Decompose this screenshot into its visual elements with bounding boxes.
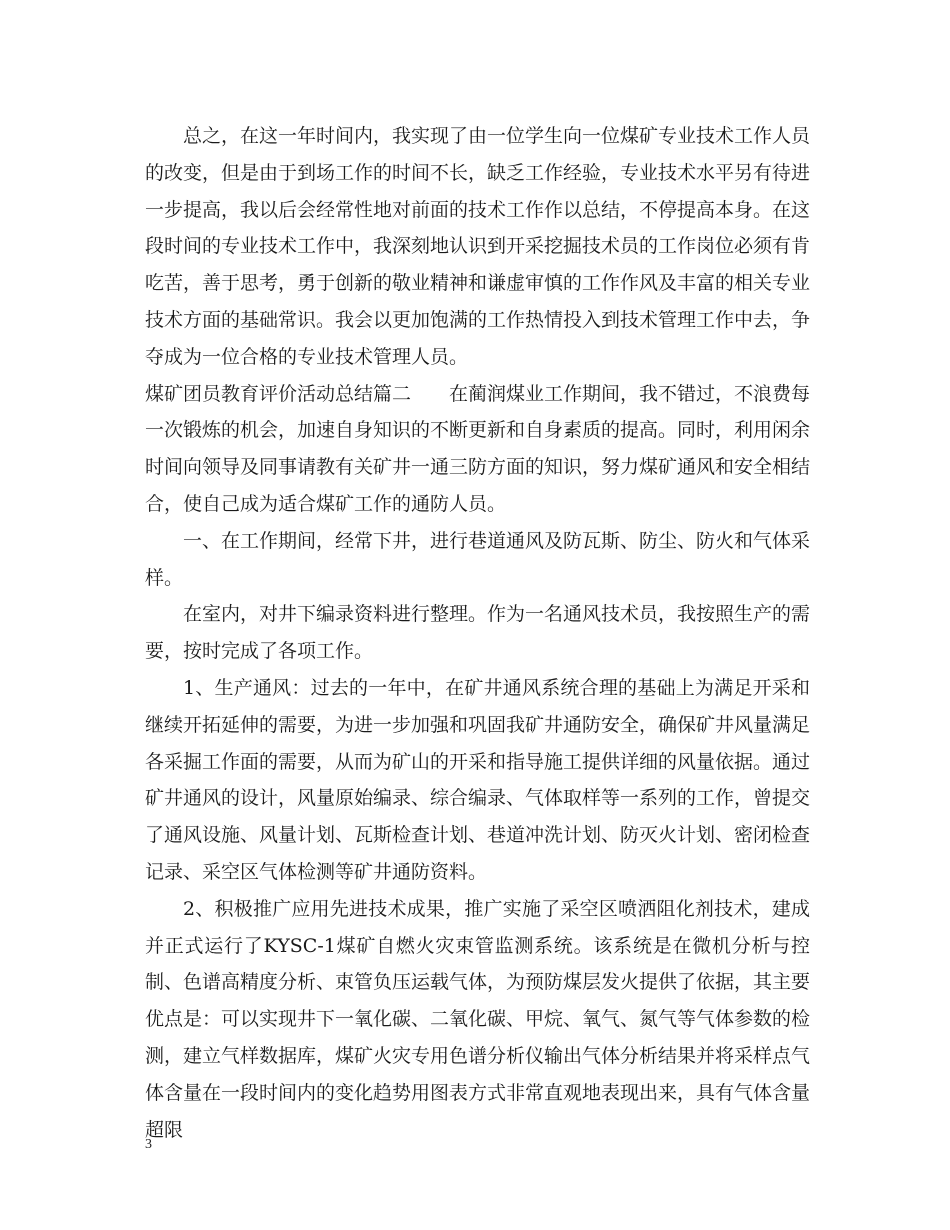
page-number: 3 bbox=[145, 1137, 152, 1152]
paragraph-production-ventilation: 1、生产通风：过去的一年中，在矿井通风系统合理的基础上为满足开采和继续开拓延伸的需要，为进一步加强和巩固我矿井通防安全，确保矿井风量满足各采掘工作面的需要，从而为矿山的开采和指导施工提供详细的风量依据。通过矿井通风的设计，风量原始编录、综合编录、气体取样等一系列的工作，曾提交了通风设施、风量计划、瓦斯检查计划、巷道冲洗计划、防灭火计划、密闭检查记录、采空区气体检测等矿井通防资料。 bbox=[145, 676, 811, 883]
document-body bbox=[145, 118, 810, 1148]
paragraph-article-two-intro: 煤矿团员教育评价活动总结篇二 在蔺润煤业工作期间，我不错过，不浪费每一次锻炼的机会，加速自身知识的不断更新和自身素质的提高。同时，利用闲余时间向领导及同事请教有关矿井一通三防方面的知识，努力煤矿通风和安全相结合，使自己成为适合煤矿工作的通防人员。 bbox=[145, 382, 811, 515]
paragraph-summary: 总之，在这一年时间内，我实现了由一位学生向一位煤矿专业技术工作人员的改变，但是由于到场工作的时间不长，缺乏工作经验，专业技术水平另有待进一步提高，我以后会经常性地对前面的技术工作作以总结，不停提高本身。在这段时间的专业技术工作中，我深刻地认识到开采挖掘技术员的工作岗位必须有肯吃苦，善于思考，勇于创新的敬业精神和谦虚审慎的工作作风及丰富的相关专业技术方面的基础常识。我会以更加饱满的工作热情投入到技术管理工作中去，争夺成为一位合格的专业技术管理人员。 bbox=[145, 125, 811, 368]
paragraph-section-one: 一、在工作期间，经常下井，进行巷道通风及防瓦斯、防尘、防火和气体采样。 bbox=[145, 529, 811, 589]
paragraph-indoor-work: 在室内，对井下编录资料进行整理。作为一名通风技术员，我按照生产的需要，按时完成了各项工作。 bbox=[145, 603, 811, 663]
paragraph-technology-promotion: 2、积极推广应用先进技术成果，推广实施了采空区喷洒阻化剂技术，建成并正式运行了KYSC-1煤矿自燃火灾束管监测系统。该系统是在微机分析与控制、色谱高精度分析、束管负压运载气体，为预防煤层发火提供了依据，其主要优点是：可以实现井下一氧化碳、二氧化碳、甲烷、氧气、氮气等气体参数的检测，建立气样数据库，煤矿火灾专用色谱分析仪输出气体分析结果并将采样点气体含量在一段时间内的变化趋势用图表方式非常直观地表现出来，具有气体含量超限 bbox=[145, 897, 811, 1141]
